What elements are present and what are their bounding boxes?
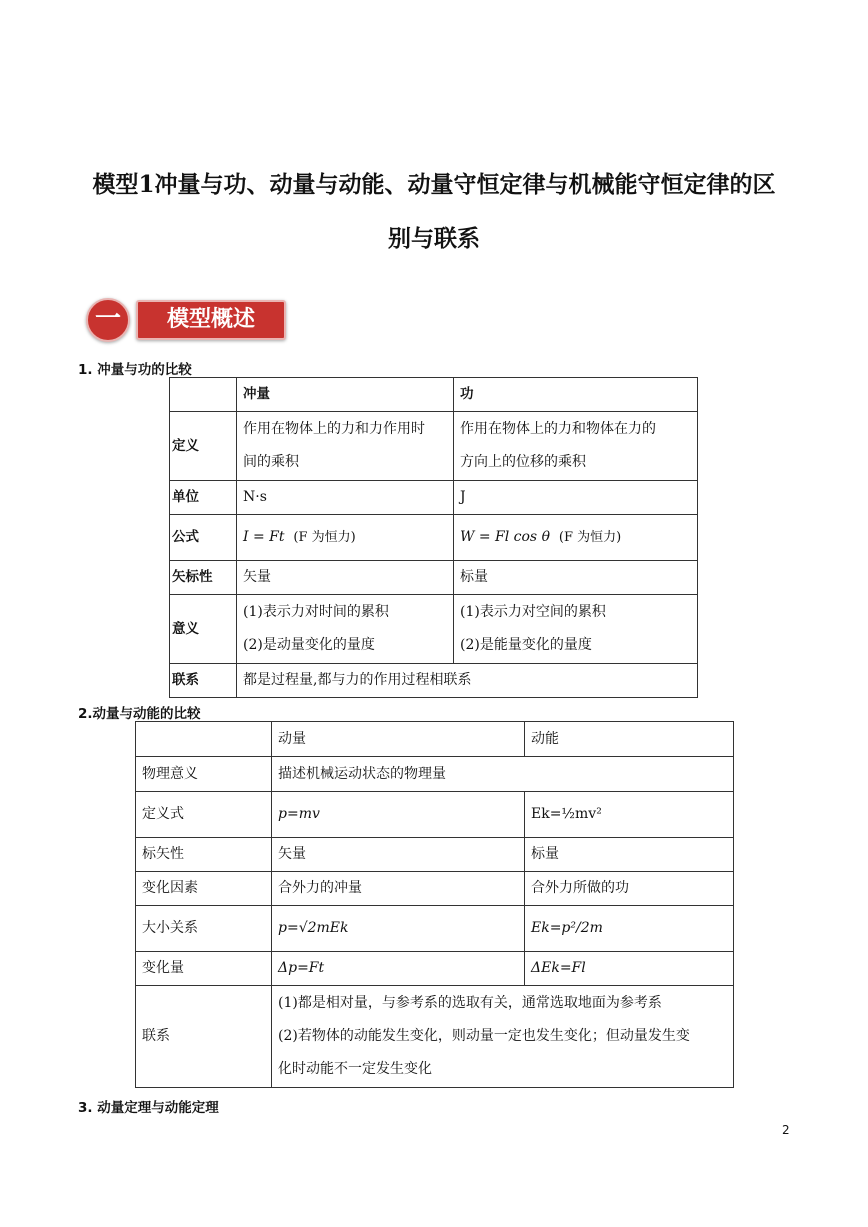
- section2-heading: 2.动量与动能的比较: [78, 706, 201, 722]
- section1-heading: 1. 冲量与功的比较: [78, 362, 192, 378]
- table-row: [170, 515, 698, 561]
- kinetic-energy-formula: Ek=½mv²: [525, 792, 734, 838]
- table-row: [170, 481, 698, 515]
- table-cell: J: [454, 481, 698, 515]
- row-label: 单位: [170, 481, 237, 515]
- table-cell: Δp=Ft: [272, 952, 525, 986]
- row-label: 标矢性: [136, 838, 272, 872]
- page-title-line2: 别与联系: [388, 225, 480, 252]
- section-banner: [86, 296, 286, 340]
- row-label: 大小关系: [136, 906, 272, 952]
- table-header-cell: [170, 378, 237, 412]
- table-row: [136, 986, 734, 1088]
- table-row: [170, 412, 698, 481]
- table-cell: 标量: [454, 561, 698, 595]
- banner-number: 一: [86, 298, 130, 342]
- table-row: [136, 722, 734, 757]
- row-label: 公式: [170, 515, 237, 561]
- row-label: 物理意义: [136, 757, 272, 792]
- row-label: 联系: [136, 986, 272, 1088]
- table-cell: I = Ft (F 为恒力): [237, 515, 454, 561]
- table-row: [136, 906, 734, 952]
- impulse-work-table: [169, 377, 698, 698]
- table-row: [170, 378, 698, 412]
- table-header-cell: 功: [454, 378, 698, 412]
- table-row: [136, 792, 734, 838]
- row-label: 定义: [170, 412, 237, 481]
- table-cell: 矢量: [237, 561, 454, 595]
- row-label: 意义: [170, 595, 237, 664]
- table-cell: W = Fl cos θ (F 为恒力): [454, 515, 698, 561]
- table-header-cell: 动量: [272, 722, 525, 757]
- momentum-formula: p=mv: [272, 792, 525, 838]
- page-number: 2: [782, 1123, 790, 1137]
- table-row: [170, 595, 698, 664]
- table-header-cell: 动能: [525, 722, 734, 757]
- table-cell: 合外力所做的功: [525, 872, 734, 906]
- table-cell: 合外力的冲量: [272, 872, 525, 906]
- table-cell: 矢量: [272, 838, 525, 872]
- table-cell: (1)都是相对量，与参考系的选取有关，通常选取地面为参考系 (2)若物体的动能发生变化，则动量一定也发生变化；但动量发生变 化时动能不一定发生变化: [272, 986, 734, 1088]
- row-label: 变化量: [136, 952, 272, 986]
- table-row: [136, 952, 734, 986]
- row-label: 定义式: [136, 792, 272, 838]
- section3-heading: 3. 动量定理与动能定理: [78, 1100, 219, 1116]
- magnitude-relation-momentum: p=√2mEk: [272, 906, 525, 952]
- table-row: [136, 838, 734, 872]
- impulse-formula: I = Ft: [243, 529, 285, 545]
- row-label: 矢标性: [170, 561, 237, 595]
- table-cell: 标量: [525, 838, 734, 872]
- table-row: [136, 757, 734, 792]
- table-row: [136, 872, 734, 906]
- table-row: [170, 664, 698, 698]
- page-title-line1: 模型1冲量与功、动量与动能、动量守恒定律与机械能守恒定律的区: [92, 171, 776, 198]
- table-row: [170, 561, 698, 595]
- table-cell: (1)表示力对空间的累积 (2)是能量变化的量度: [454, 595, 698, 664]
- table-cell: 作用在物体上的力和力作用时 间的乘积: [237, 412, 454, 481]
- table-cell: ΔEk=Fl: [525, 952, 734, 986]
- row-label: 变化因素: [136, 872, 272, 906]
- table-cell: (1)表示力对时间的累积 (2)是动量变化的量度: [237, 595, 454, 664]
- table-cell: N·s: [237, 481, 454, 515]
- table-cell: 都是过程量,都与力的作用过程相联系: [237, 664, 698, 698]
- banner-label: 模型概述: [136, 300, 286, 340]
- work-formula: W = Fl cos θ: [460, 529, 550, 545]
- table-cell: 描述机械运动状态的物理量: [272, 757, 734, 792]
- magnitude-relation-energy: Ek=p²/2m: [525, 906, 734, 952]
- table-header-cell: 冲量: [237, 378, 454, 412]
- row-label: 联系: [170, 664, 237, 698]
- table-cell: 作用在物体上的力和物体在力的 方向上的位移的乘积: [454, 412, 698, 481]
- momentum-energy-table: [135, 721, 734, 1088]
- table-header-cell: [136, 722, 272, 757]
